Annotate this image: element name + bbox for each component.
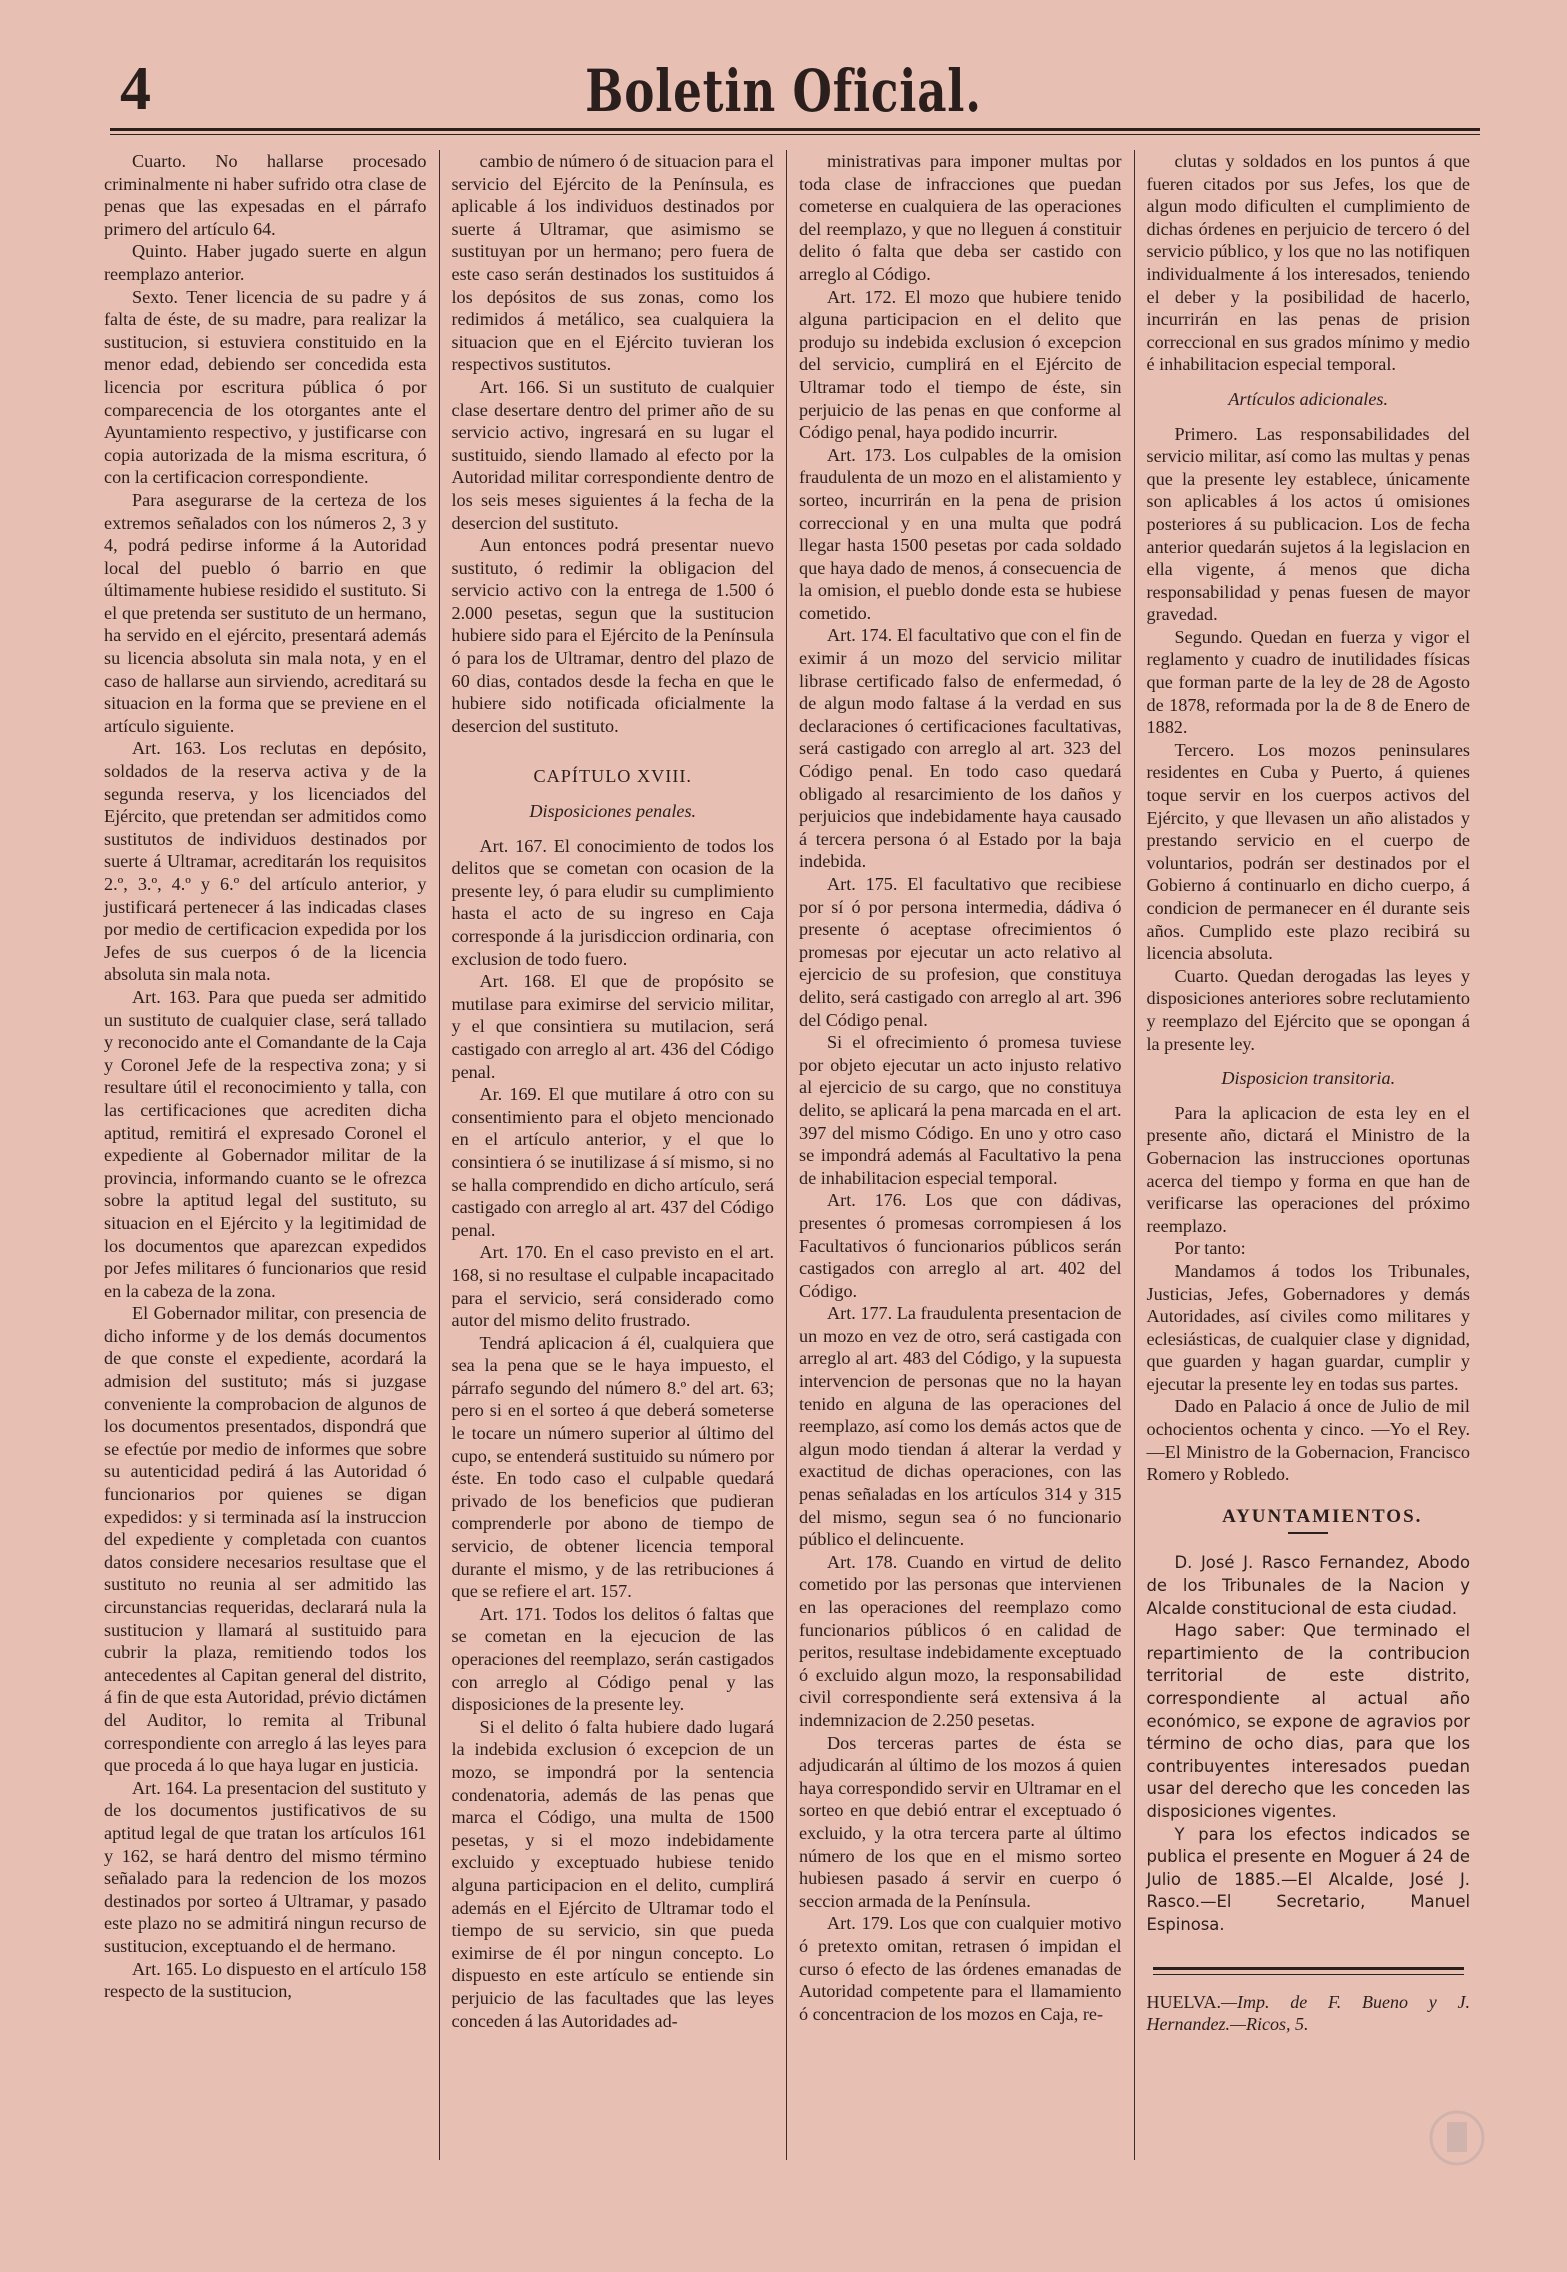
paragraph: Cuarto. Quedan derogadas las leyes y disposiciones anteriores sobre reclutamiento y reemplazo del Ejército que se opongan á la presente ley. xyxy=(1146,965,1470,1054)
paragraph: Mandamos á todos los Tribunales, Justicias, Jefes, Gobernadores y demás Autoridades, así civiles como militares y eclesiásticas, de cualquier clase y dignidad, que guarden y hagan guardar, cumplir y ejecutar la presente ley en todas sus partes. xyxy=(1146,1260,1470,1394)
notice-block xyxy=(1147,1552,1471,1936)
section-subtitle-transitory: Disposicion transitoria. xyxy=(1221,1068,1396,1089)
imprint-city: HUELVA. xyxy=(1146,1991,1222,2012)
imprint xyxy=(1147,1991,1471,2036)
paragraph: Art. 177. La fraudulenta presentacion de un mozo en vez de otro, será castigada con arreglo al art. 483 del Código, y la supuesta intervencion de personas que no la hayan tenido en alguna de las operaciones del reemplazo, así como los demás actos que de algun modo tiendan á alterar la verdad y exactitud de dichas operaciones, con las penas señaladas en los artículos 314 y 315 del mismo, segun sea ó no funcionario público el delincuente. xyxy=(799,1303,1122,1550)
paragraph: Art. 164. La presentacion del sustituto y de los documentos justificativos de su aptitud legal de que tratan los artículos 161 y 162, se hará dentro del mismo término señalado para la redencion de los mozos destinados por sorteo á Ultramar, y pasado este plazo no se admitirá ningun recurso de sustitucion, exceptuando el de hermano. xyxy=(104,1777,427,1956)
column-1 xyxy=(92,150,440,2160)
paragraph: Art. 172. El mozo que hubiere tenido alguna participacion en el delito que produjo su indebida exclusion ó excepcion del servicio, cumplirá en el Ejército de Ultramar todo el tiempo de éste, sin perjuicio de las penas en que conforme al Código penal, haya podido incurrir. xyxy=(799,286,1122,443)
paragraph: Art. 176. Los que con dádivas, presentes ó promesas corrompiesen á los Facultativos ó funcionarios públicos serán castigados con arreglo al art. 402 del Código. xyxy=(799,1190,1122,1301)
paragraph: Y para los efectos indicados se publica el presente en Moguer á 24 de Julio de 1885.—El Alcalde, José J. Rasco.—El Secretario, Manuel Espinosa. xyxy=(1146,1824,1470,1934)
header-rule xyxy=(110,128,1480,135)
paragraph: Primero. Las responsabilidades del servicio militar, así como las multas y penas que la presente ley establece, únicamente son aplicables á los actos ú omisiones posteriores á su publicacion. Los de fecha anterior quedarán sujetos á la legislacion en ella vigente, á menos que dicha responsabilidad y penas fuesen de mayor gravedad. xyxy=(1146,423,1470,625)
paragraph: ministrativas para imponer multas por toda clase de infracciones que puedan cometerse en cualquiera de las operaciones del reemplazo, y que no lleguen á constituir delito ó falta que deba ser castido con arreglo al Código. xyxy=(799,151,1122,284)
paragraph: D. José J. Rasco Fernandez, Abodo de los Tribunales de la Nacion y Alcalde constitucional de esta ciudad. xyxy=(1146,1553,1470,1618)
paragraph: Art. 168. El que de propósito se mutilase para eximirse del servicio militar, y el que consintiera su mutilacion, será castigado con arreglo al art. 436 del Código penal. xyxy=(451,971,774,1082)
paragraph: cambio de número ó de situacion para el servicio del Ejército de la Península, es aplicable á los individuos destinados por suerte á Ultramar, que asimismo se sustituyan por un hermano; pero fuera de este caso serán destinados los sustituidos á los depósitos de sus zonas, como los redimidos á metálico, sea cualquiera la situacion que en el Ejército tuvieran los respectivos sustitutos. xyxy=(451,151,774,375)
paragraph: Dos terceras partes de ésta se adjudicarán al último de los mozos á quien haya correspondido servir en Ultramar en el sorteo en que debió entrar el exceptuado ó excluido, y la otra tercera parte al último número de los que en el mismo sorteo hubiesen pasado á servir en cuerpo ó seccion armada de la Península. xyxy=(799,1732,1122,1911)
column-3 xyxy=(787,150,1135,2160)
paragraph: Cuarto. No hallarse procesado criminalmente ni haber sufrido otra clase de penas que las expesadas en el párrafo primero del artículo 64. xyxy=(104,151,427,239)
chapter-subtitle: Disposiciones penales. xyxy=(529,801,697,822)
paragraph: Tercero. Los mozos peninsulares residentes en Cuba y Puerto, á quienes toque servir en los cuerpos activos del Ejército, y que llevasen un año alistados y prestando servicio en el cuerpo de voluntarios, podrán ser destinados por el Gobierno á continuarlo en dicho cuerpo, á condicion de permanecer en él durante seis años. Cumplido este plazo recibirá su licencia absoluta. xyxy=(1146,739,1470,964)
paragraph: Art. 178. Cuando en virtud de delito cometido por las personas que intervienen en las operaciones del reemplazo como funcionarios públicos ó en calidad de peritos, resultase indebidamente exceptuado ó excluido algun mozo, la responsabilidad civil correspondiente será extensiva á la indemnizacion de 2.250 pesetas. xyxy=(799,1551,1122,1730)
paragraph: Art. 171. Todos los delitos ó faltas que se cometan en la ejecucion de las operaciones del reemplazo, serán castigados con arreglo al Código penal y las disposiciones de la presente ley. xyxy=(451,1603,774,1715)
paragraph: Art. 165. Lo dispuesto en el artículo 158 respecto de la sustitucion, xyxy=(104,1958,427,2002)
archive-seal-watermark xyxy=(1157,2102,1517,2232)
paragraph: Para la aplicacion de esta ley en el presente año, dictará el Ministro de la Gobernacion las instrucciones oportunas acerca del tiempo y forma en que han de verificarse las operaciones del próximo reemplazo. xyxy=(1146,1102,1470,1236)
paragraph: clutas y soldados en los puntos á que fueren citados por sus Jefes, los que de algun modo dificulten el cumplimiento de dichas órdenes en perjuicio de tercero ó del servicio público, y los que no las notifiquen individualmente á los interesados, teniendo el deber y la posibilidad de hacerlo, incurrirán en las penas de prision correccional en sus grados mínimo y medio é inhabilitacion especial temporal. xyxy=(1146,151,1470,375)
paragraph: Si el delito ó falta hubiere dado lugará la indebida exclusion ó excepcion de un mozo, se impondrá por la sentencia condenatoria, además de las penas que marca el Código, una multa de 1500 pesetas, y si el mozo indebidamente excluido y exceptuado hubiese tenido alguna participacion en el delito, cumplirá además en el Ejército de Ultramar todo el tiempo de su servicio, sin que pueda eximirse de él por ningun concepto. Lo dispuesto en este artículo se entiende sin perjuicio de las facultades que las leyes conceden á las Autoridades ad- xyxy=(451,1716,774,2031)
paragraph: Art. 179. Los que con cualquier motivo ó pretexto omitan, retrasen ó impidan el curso ó efecto de las órdenes emanadas de Autoridad competente para el llamamiento ó concentracion de los mozos en Caja, re- xyxy=(799,1913,1122,2024)
paragraph: Para asegurarse de la certeza de los extremos señalados con los números 2, 3 y 4, podrá pedirse informe á la Autoridad local del pueblo ó barrio en que últimamente hubiese residido el sustituto. Si el que pretenda ser sustituto de un hermano, ha servido en el ejército, presentará además su licencia absoluta sin mala nota, y en el caso de hallarse aun sirviendo, acreditará su situacion en la forma que se previene en el artículo siguiente. xyxy=(104,489,427,736)
paragraph: Art. 163. Para que pueda ser admitido un sustituto de cualquier clase, será tallado y reconocido ante el Comandante de la Caja y Coronel Jefe de la respectiva zona; y si resultare útil el reconocimiento y talla, con las certificaciones que acrediten dicha aptitud, remitirá el expresado Coronel el expediente al Gobernador militar de la provincia, informando cuanto se le ofrezca sobre la aptitud legal del sustituto, su situacion en el Ejército y la legitimidad de los documentos que aparezcan expedidos por Jefes militares ó funcionarios que resid en la cabeza de la zona. xyxy=(104,986,427,1301)
imprint-printer: —Imp. de F. Bueno y J. Hernandez.—Ricos, 5. xyxy=(1146,1991,1470,2035)
paragraph: Si el ofrecimiento ó promesa tuviese por objeto ejecutar un acto injusto relativo al ejercicio de su cargo, que no constituya delito, se aplicará la pena marcada en el art. 397 del mismo Código. En uno y otro caso se impondrá además al Facultativo la pena de inhabilitacion especial temporal. xyxy=(799,1032,1122,1188)
column-4 xyxy=(1135,150,1483,2160)
paragraph: Aun entonces podrá presentar nuevo sustituto, ó redimir la obligacion del servicio activo con la entrega de 1.500 ó 2.000 pesetas, segun que la sustitucion hubiere sido para el Ejército de la Península ó para los de Ultramar, dentro del plazo de 60 dias, contados desde la fecha en que le hubiere sido notificada oficialmente la desercion del sustituto. xyxy=(451,535,774,736)
ayuntamientos-heading: AYUNTAMIENTOS. xyxy=(1222,1505,1423,1527)
paragraph: Art. 163. Los reclutas en depósito, soldados de la reserva activa y de la segunda reserva, y los licenciados del Ejército, que pretendan ser admitidos como sustitutos de individuos destinados por suerte á Ultramar, acreditarán los requisitos 2.º, 3.º, 4.º y 6.º del artículo anterior, y justificará pertenecer á las indicadas clases por medio de certificacion expedida por los Jefes de sus cuerpos ó de la licencia absoluta sin mala nota. xyxy=(104,738,427,985)
paragraph: Segundo. Quedan en fuerza y vigor el reglamento y cuadro de inutilidades físicas que forman parte de la ley de 28 de Agosto de 1878, reformada por la de 8 de Enero de 1882. xyxy=(1146,626,1470,738)
paragraph: Art. 166. Si un sustituto de cualquier clase desertare dentro del primer año de su servicio activo, ingresará en su lugar el sustituido, siendo llamado al efecto por la Autoridad militar correspondiente dentro de los seis meses siguientes á la fecha de la desercion del sustituto. xyxy=(451,376,774,533)
paragraph: Quinto. Haber jugado suerte en algun reemplazo anterior. xyxy=(104,241,427,284)
paragraph: Por tanto: xyxy=(1174,1238,1246,1259)
paragraph: El Gobernador militar, con presencia de dicho informe y de los demás documentos de que conste el expediente, acordará la admision del sustituto; más si juzgase conveniente la comprobacion de algunos de los documentos presentados, dispondrá que se efectúe por medio de informes que sobre su autenticidad pedirá á las Autoridad ó funcionarios por quienes se digan expedidos: y si terminada así la instruccion del expediente y completada con cuantos datos considere necesarios resultase que el sustituto no reunia al ser admitido las circunstancias requeridas, declarará nula la sustitucion y llamará al sustituido para cubrir la plaza, remitiendo todos los antecedentes al Capitan general del distrito, á fin de que esta Autoridad, prévio dictámen del Auditor, lo remita al Tribunal correspondiente con arreglo á las leyes para que proceda á lo que haya lugar en justicia. xyxy=(104,1303,427,1776)
paragraph: Ar. 169. El que mutilare á otro con su consentimiento para el objeto mencionado en el artículo anterior, y el que lo consintiera ó se inutilizase á sí mismo, si no se halla comprendido en dicho artículo, será castigado con arreglo al art. 437 del Código penal. xyxy=(451,1084,774,1240)
paragraph: Art. 174. El facultativo que con el fin de eximir á un mozo del servicio militar librase certificado falso de enfermedad, ó de algun modo faltase á la verdad en sus declaraciones ó certificaciones facultativas, será castigado con arreglo al art. 323 del Código penal. En todo caso quedará obligado al resarcimiento de los daños y perjuicios que indebidamente haya causado á tercera persona ó al Estado por la baja indebida. xyxy=(799,625,1122,872)
footer-rule xyxy=(1153,1967,1465,1975)
paragraph: Hago saber: Que terminado el repartimiento de la contribucion territorial de este distrito, correspondiente al actual año económico, se expone de agravios por término de ocho dias, para que los contribuyentes interesados puedan usar del derecho que les conceden las disposiciones vigentes. xyxy=(1146,1621,1470,1821)
column-2 xyxy=(440,150,788,2160)
paragraph: Sexto. Tener licencia de su padre y á falta de éste, de su madre, para realizar la sustitucion, si estuviera constituido en la menor edad, debiendo ser concedida esta licencia por escritura pública ó por comparecencia de los otorgantes ante el Ayuntamiento respectivo, y justificarse con copia autorizada de la misma escritura, ó con la certificacion correspondiente. xyxy=(104,286,427,488)
paragraph: Art. 173. Los culpables de la omision fraudulenta de un mozo en el alistamiento y sorteo, incurrirán en la pena de prision correccional y en una multa que podrá llegar hasta 1500 pesetas por cada soldado que haya dado de menos, á consecuencia de la omision, el pueblo donde esta se hubiese cometido. xyxy=(799,444,1122,623)
paragraph: Art. 175. El facultativo que recibiese por sí ó por persona intermedia, dádiva ó presente ó aceptase ofrecimientos ó promesas por ejecutar un acto relativo al ejercicio de su profesion, que constituya delito, será castigado con arreglo al art. 396 del Código penal. xyxy=(799,874,1122,1030)
paragraph: Art. 167. El conocimiento de todos los delitos que se cometan con ocasion de la presente ley, ó para eludir su cumplimiento hasta el acto de su ingreso en Caja corresponde á la jurisdiccion ordinaria, con exclusion de todo fuero. xyxy=(451,835,774,969)
paragraph: Dado en Palacio á once de Julio de mil ochocientos ochenta y cinco. —Yo el Rey.—El Ministro de la Gobernacion, Francisco Romero y Robledo. xyxy=(1146,1396,1470,1485)
heading-dash xyxy=(1288,1532,1328,1534)
article-columns xyxy=(92,150,1482,2160)
paragraph: Art. 170. En el caso previsto en el art. 168, si no resultase el culpable incapacitado para el servicio, será considerado como autor del mismo delito frustrado. xyxy=(451,1242,774,1331)
chapter-heading: CAPÍTULO XVIII. xyxy=(533,766,692,787)
paragraph: Tendrá aplicacion á él, cualquiera que sea la pena que se le haya impuesto, el párrafo segundo del número 8.º del art. 63; pero si en el sorteo á que deberá someterse le tocare un número superior al último del cupo, se entenderá sustituido su número por éste. En todo caso el culpable quedará privado de los beneficios que pudieran comprenderle por abono de tiempo de servicio, de obtener licencia temporal durante el mismo, y de las retribuciones á que se refiere el art. 157. xyxy=(451,1332,774,1602)
masthead-title: Boletin Oficial. xyxy=(585,57,982,125)
page-number: 4 xyxy=(120,55,151,123)
section-subtitle-additional: Artículos adicionales. xyxy=(1228,388,1389,409)
